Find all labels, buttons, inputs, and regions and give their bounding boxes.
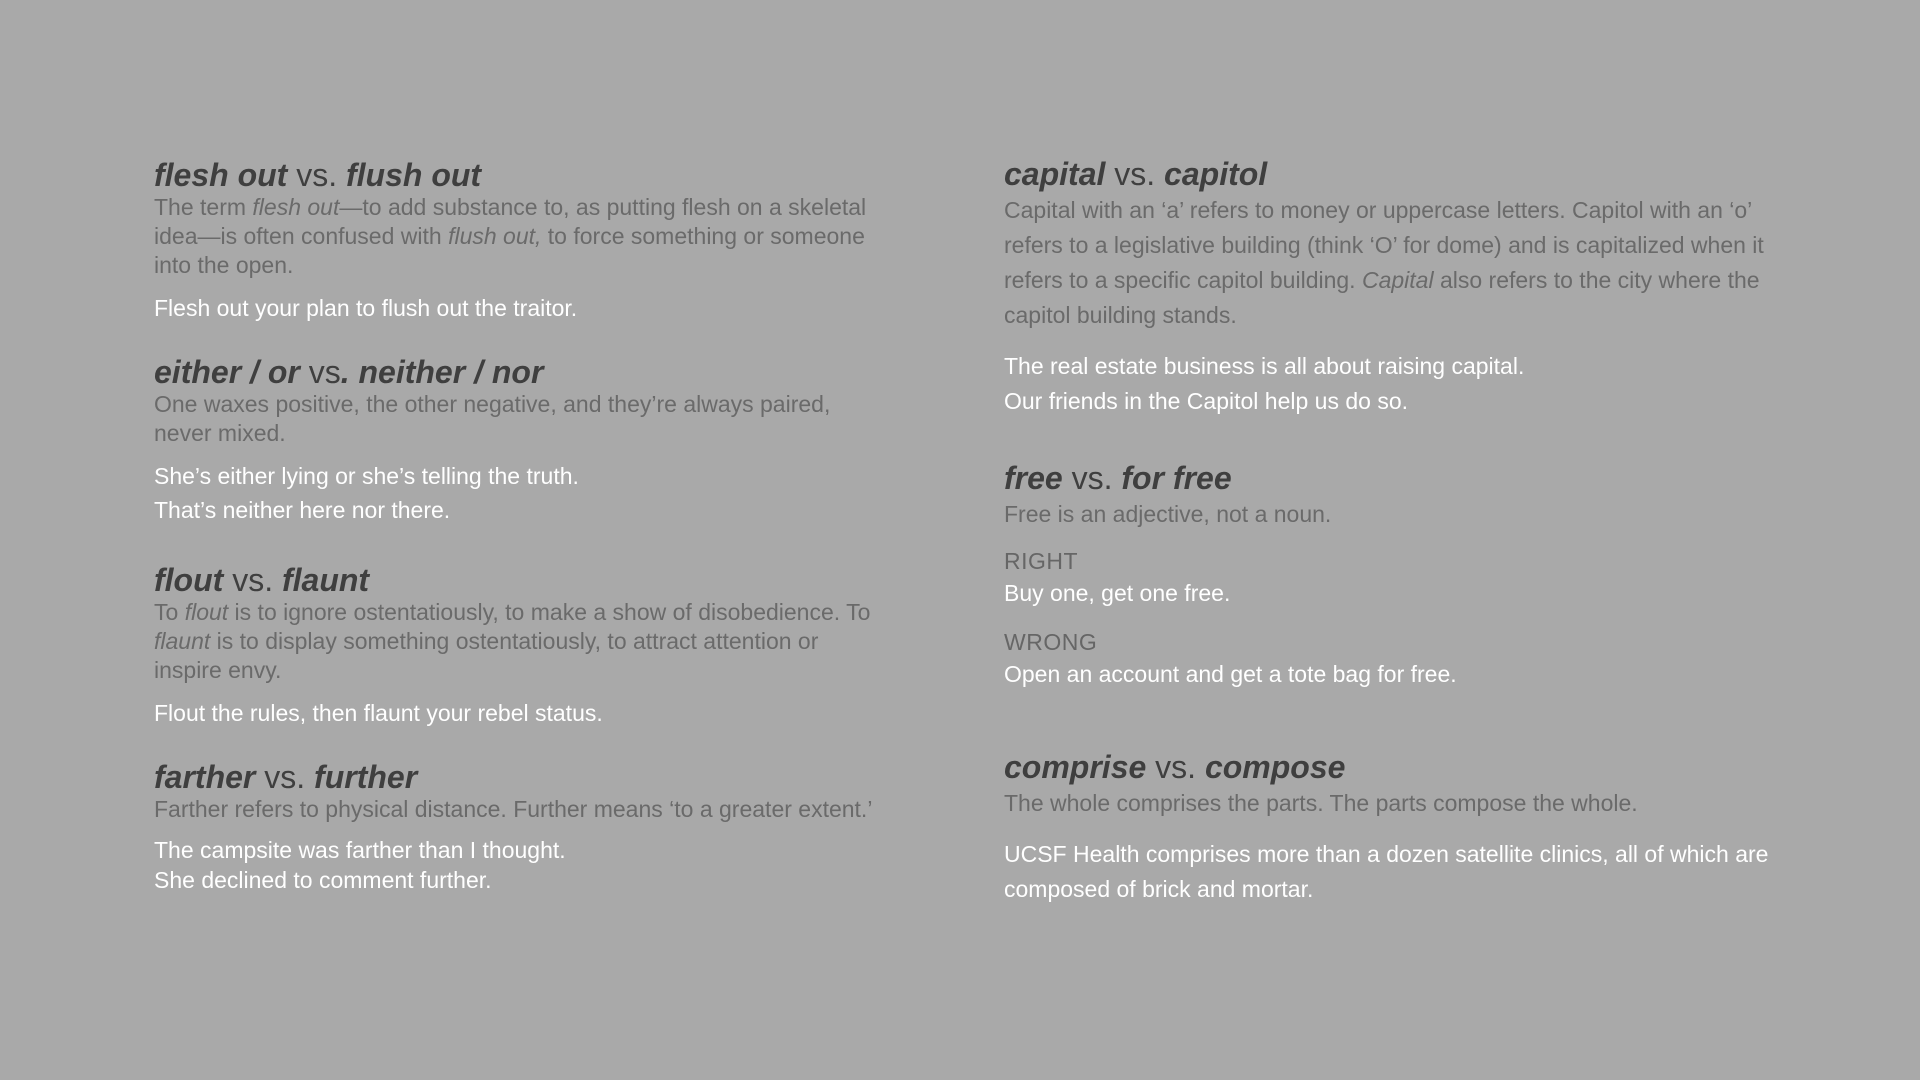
desc-text: The term	[154, 194, 253, 220]
example-sentence: The real estate business is all about raising capital.	[1004, 353, 1525, 379]
desc-emphasis: flaunt	[154, 628, 211, 654]
right-example: Buy one, get one free.	[1004, 580, 1231, 606]
desc-emphasis: flesh out	[252, 194, 340, 220]
vs-label: vs	[308, 354, 341, 390]
vs-label: vs.	[1071, 460, 1113, 496]
desc-text: Capital with an ‘a’ refers to money or uppercase letters. Capitol with an ‘o’ refers to a legislative building (think ‘O’ for dome) and is capitalized when it refers to a specific capitol building.	[1004, 197, 1764, 293]
entry-heading	[154, 562, 884, 598]
entry-comprise-compose	[1004, 749, 1784, 907]
desc-emphasis: flout	[184, 599, 229, 625]
entry-description: Free is an adjective, not a noun.	[1004, 501, 1332, 527]
entry-description: The whole comprises the parts. The parts compose the whole.	[1004, 790, 1638, 816]
term-2: . neither / nor	[340, 354, 544, 390]
vs-label: vs.	[264, 759, 306, 795]
term-2: for free	[1121, 460, 1232, 496]
term-2: flush out	[346, 157, 482, 193]
vs-label: vs.	[1155, 749, 1197, 785]
entry-description	[1004, 193, 1784, 333]
term-2: capitol	[1164, 156, 1268, 192]
entry-heading	[1004, 156, 1784, 192]
desc-text: is to display something ostentatiously, to attract attention or inspire envy.	[154, 628, 819, 683]
term-1: comprise	[1004, 749, 1147, 785]
term-2: further	[314, 759, 418, 795]
desc-emphasis: Capital	[1361, 267, 1434, 293]
vs-label: vs.	[232, 562, 274, 598]
entry-farther-further	[154, 759, 884, 895]
example-sentence: UCSF Health comprises more than a dozen satellite clinics, all of which are composed of brick and mortar.	[1004, 841, 1769, 902]
example-sentence: Flout the rules, then flaunt your rebel status.	[154, 700, 603, 726]
example-sentence: She declined to comment further.	[154, 867, 492, 893]
entry-free-for-free	[1004, 460, 1784, 692]
term-1: farther	[154, 759, 256, 795]
desc-text: To	[154, 599, 185, 625]
term-1: either / or	[154, 354, 300, 390]
entry-description: Farther refers to physical distance. Further means ‘to a greater extent.’	[154, 796, 873, 822]
entry-heading	[154, 157, 884, 193]
example-sentence: Flesh out your plan to flush out the traitor.	[154, 295, 578, 321]
desc-text: is to ignore ostentatiously, to make a show of disobedience. To	[228, 599, 871, 625]
desc-text: to force something or someone into the open.	[154, 223, 865, 278]
entry-description	[154, 598, 884, 685]
term-1: flout	[154, 562, 224, 598]
term-1: free	[1004, 460, 1063, 496]
entry-capital-capitol	[1004, 156, 1784, 419]
vs-label: vs.	[296, 157, 338, 193]
term-1: flesh out	[154, 157, 288, 193]
desc-text: —to add substance to, as putting flesh on a skeletal idea—is often confused with	[154, 194, 867, 249]
entry-either-or	[154, 354, 884, 527]
term-2: flaunt	[281, 562, 370, 598]
example-sentence: The campsite was farther than I thought.	[154, 837, 566, 863]
entry-heading	[154, 354, 884, 390]
wrong-label: WRONG	[1004, 629, 1098, 655]
example-sentence: Our friends in the Capitol help us do so.	[1004, 388, 1409, 414]
desc-emphasis: flush out,	[448, 223, 542, 249]
example-sentence: She’s either lying or she’s telling the truth.	[154, 463, 579, 489]
term-2: compose	[1204, 749, 1346, 785]
term-1: capital	[1004, 156, 1106, 192]
entry-description	[154, 193, 884, 280]
entry-heading	[1004, 460, 1784, 496]
entry-heading	[154, 759, 884, 795]
entry-flout-flaunt	[154, 562, 884, 730]
entry-flesh-out	[154, 157, 884, 325]
right-label: RIGHT	[1004, 548, 1079, 574]
desc-text: also refers to the city where the capitol building stands.	[1004, 267, 1760, 328]
vs-label: vs.	[1114, 156, 1156, 192]
entry-heading	[1004, 749, 1784, 785]
entry-description: One waxes positive, the other negative, and they’re always paired, never mixed.	[154, 391, 831, 446]
wrong-example: Open an account and get a tote bag for free.	[1004, 661, 1457, 687]
example-sentence: That’s neither here nor there.	[154, 497, 451, 523]
